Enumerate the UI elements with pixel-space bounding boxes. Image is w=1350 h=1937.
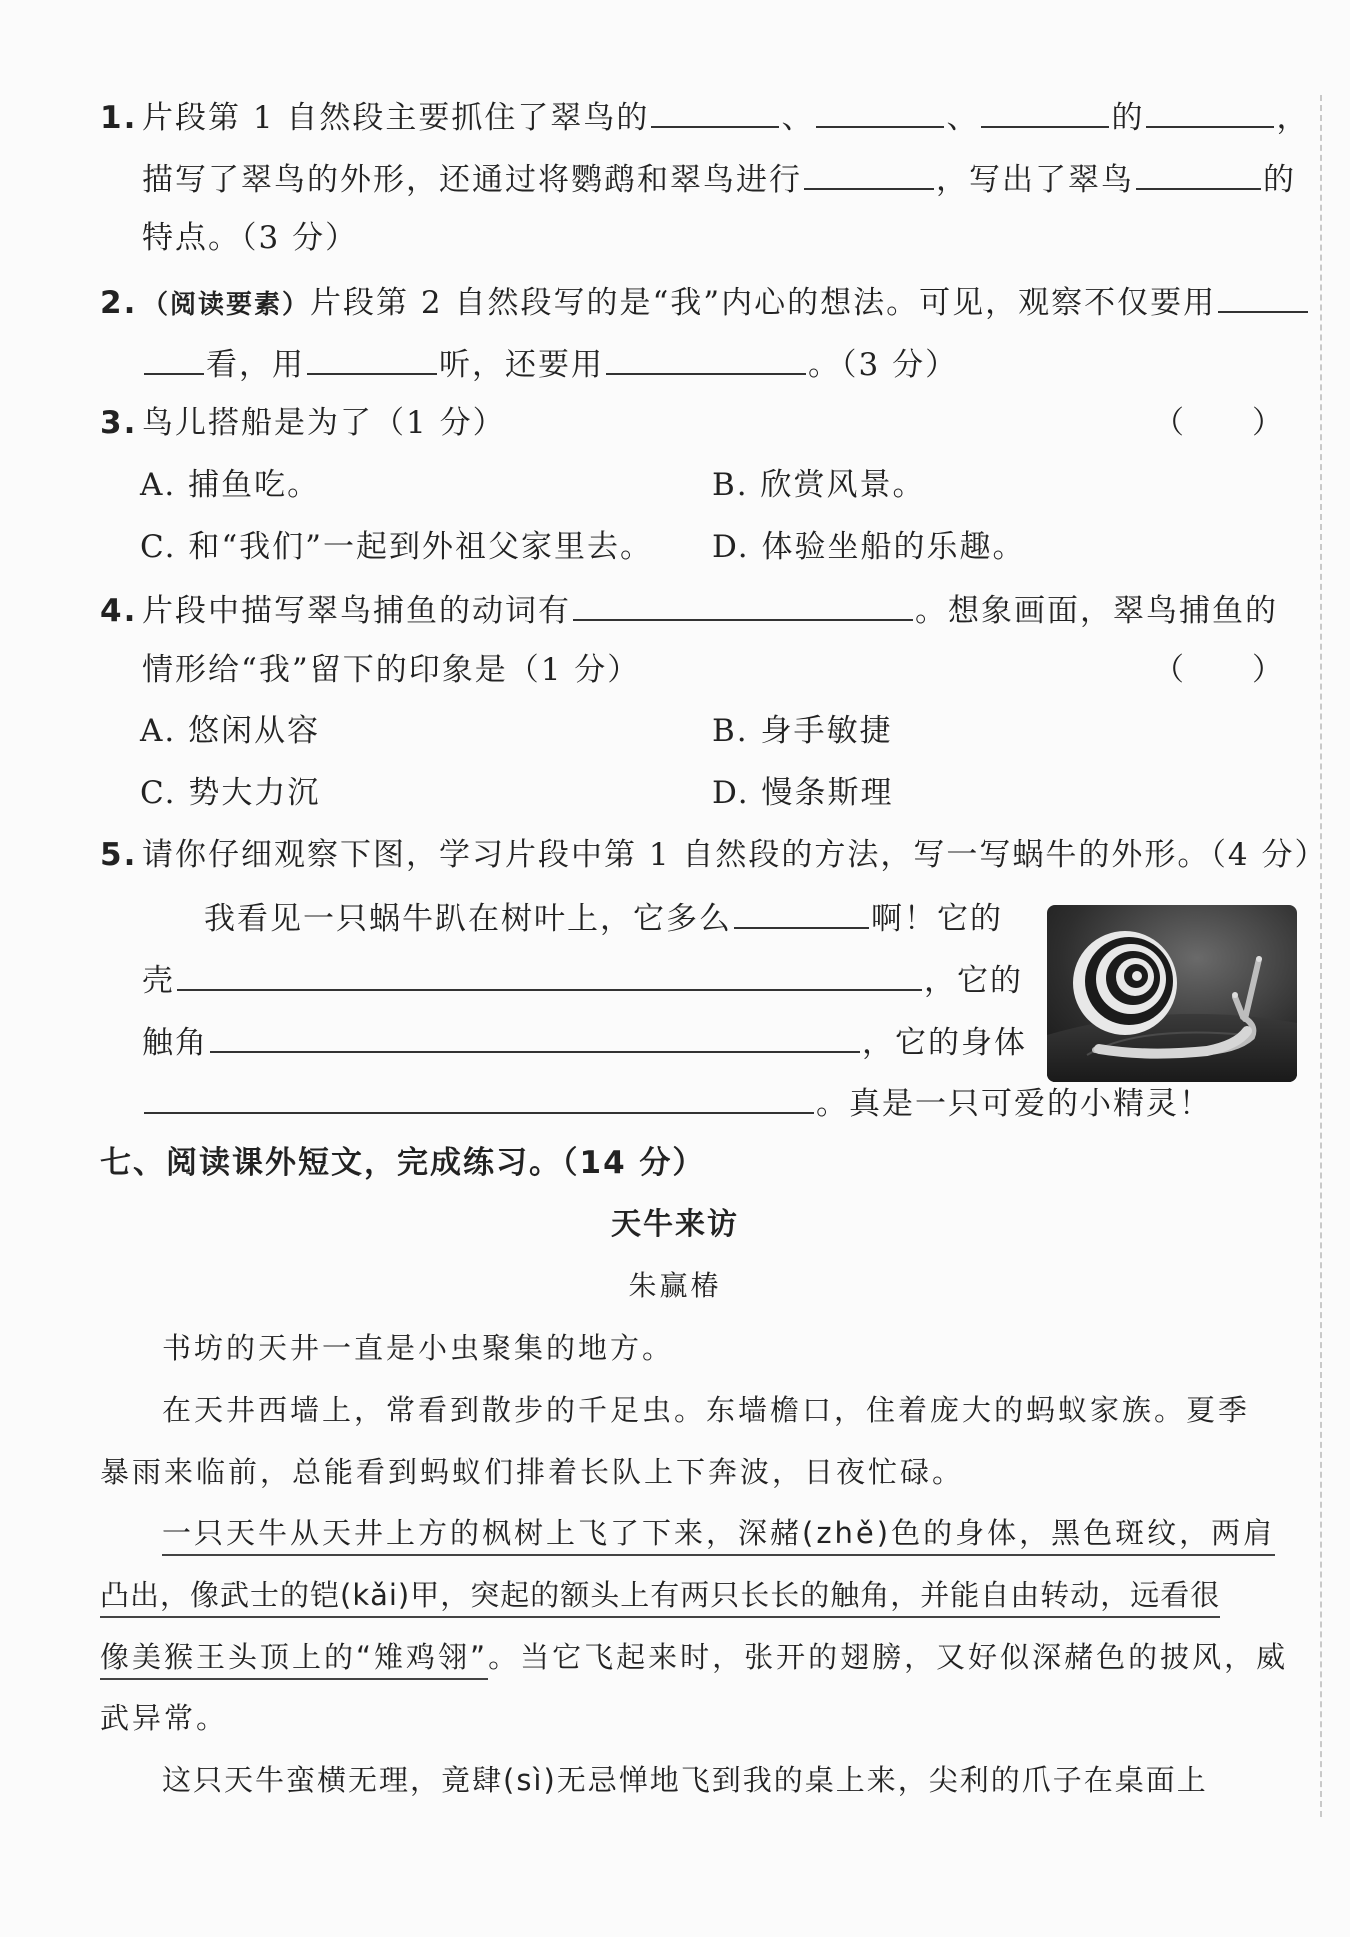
passage-title: 天牛来访 (611, 1207, 739, 1242)
answer-blank[interactable] (734, 893, 869, 929)
answer-blank[interactable] (1218, 277, 1308, 313)
answer-blank[interactable] (804, 154, 934, 190)
passage-paragraph: 这只天牛蛮横无理，竟肆(sì)无忌惮地飞到我的桌上来，尖利的爪子在桌面上 (162, 1763, 1208, 1797)
q1-line2: 描写了翠鸟的外形，还通过将鹦鹉和翠鸟进行 ，写出了翠鸟 的 (142, 154, 1285, 203)
answer-blank[interactable] (573, 585, 913, 621)
option-c: C. 和“我们”一起到外祖父家里去。 (140, 529, 654, 565)
q5-line3: 触角 ，它的身体 (142, 1017, 1285, 1066)
option-b: B. 身手敏捷 (712, 713, 893, 749)
q1-line3: 特点。（3 分） (142, 220, 359, 256)
answer-blank[interactable] (1136, 154, 1261, 190)
option-a: A. 悠闲从容 (140, 713, 321, 749)
page-fold-line (1320, 95, 1322, 1817)
passage-paragraph-cont: 暴雨来临前，总能看到蚂蚁们排着长队上下奔波，日夜忙碌。 (100, 1455, 965, 1489)
answer-blank[interactable] (144, 339, 204, 375)
option-b: B. 欣赏风景。 (712, 467, 926, 503)
answer-blank[interactable] (210, 1017, 860, 1053)
option-c: C. 势大力沉 (140, 775, 321, 811)
option-d: D. 体验坐船的乐趣。 (712, 529, 1026, 565)
question-number: 2. (100, 285, 138, 321)
answer-blank[interactable] (144, 1078, 814, 1114)
q1-line1: 1. 片段第 1 自然段主要抓住了翠鸟的 、 、 的 ， (100, 92, 1285, 141)
reading-element-tag: （阅读要素） (142, 290, 311, 320)
question-number: 4. (100, 593, 138, 629)
answer-blank[interactable] (1146, 92, 1274, 128)
snail-photo (1047, 905, 1297, 1082)
answer-blank[interactable] (307, 339, 437, 375)
q3-stem: 3. 鸟儿搭船是为了（1 分） （ ） (100, 400, 1285, 446)
answer-blank[interactable] (816, 92, 944, 128)
answer-blank[interactable] (177, 955, 922, 991)
underlined-passage: 像美猴王头顶上的“雉鸡翎”。当它飞起来时，张开的翅膀，又好似深赭色的披风，威 (100, 1634, 1285, 1680)
option-d: D. 慢条斯理 (712, 775, 894, 811)
q4-line1: 4. 片段中描写翠鸟捕鱼的动词有 。想象画面，翠鸟捕鱼的 (100, 585, 1285, 634)
q5-line2: 壳 ，它的 (142, 955, 1285, 1004)
passage-paragraph: 书坊的天井一直是小虫聚集的地方。 (162, 1331, 675, 1365)
underlined-passage: 凸出，像武士的铠(kǎi)甲，突起的额头上有两只长长的触角，并能自由转动，远看很 (100, 1572, 1285, 1618)
answer-blank[interactable] (651, 92, 779, 128)
passage-author: 朱赢椿 (628, 1269, 722, 1302)
question-number: 5. (100, 837, 138, 873)
underlined-passage: 一只天牛从天井上方的枫树上飞了下来，深赭(zhě)色的身体，黑色斑纹，两肩 (162, 1510, 1285, 1556)
answer-blank[interactable] (981, 92, 1109, 128)
q5-line1: 我看见一只蜗牛趴在树叶上，它多么 啊！它的 (204, 893, 1285, 942)
q2-line1: 2. （阅读要素）片段第 2 自然段写的是“我”内心的想法。可见，观察不仅要用 (100, 277, 1285, 328)
q2-line2: 看，用 听，还要用 。（3 分） (142, 339, 1285, 388)
answer-bracket[interactable]: （ ） (1153, 652, 1285, 688)
passage-paragraph: 在天井西墙上，常看到散步的千足虫。东墙檐口，住着庞大的蚂蚁家族。夏季 (162, 1393, 1251, 1427)
question-number: 1. (100, 100, 138, 136)
q5-line4: 。真是一只可爱的小精灵！ (142, 1078, 1285, 1127)
answer-bracket[interactable]: （ ） (1153, 405, 1285, 441)
section-heading: 七、阅读课外短文，完成练习。（14 分） (100, 1145, 706, 1181)
answer-blank[interactable] (606, 339, 806, 375)
question-number: 3. (100, 405, 138, 441)
passage-paragraph-cont: 武异常。 (100, 1701, 229, 1735)
option-a: A. 捕鱼吃。 (140, 467, 321, 503)
q5-stem: 5. 请你仔细观察下图，学习片段中第 1 自然段的方法，写一写蜗牛的外形。（4 分） (100, 832, 1285, 878)
q4-line2: 情形给“我”留下的印象是（1 分） （ ） (142, 647, 1285, 693)
